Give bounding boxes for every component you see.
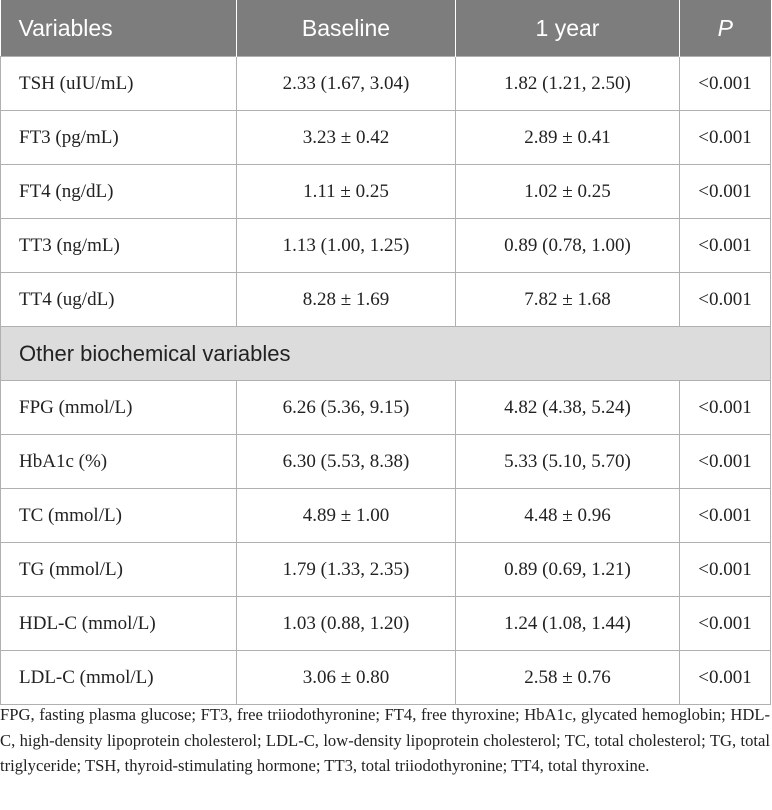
variable-cell: FT3 (pg/mL) [1,111,237,165]
p-value-cell: <0.001 [680,165,771,219]
header-one-year: 1 year [456,0,680,57]
baseline-cell: 3.06 ± 0.80 [237,651,456,705]
table-row [1,273,771,327]
variable-cell: HDL-C (mmol/L) [1,597,237,651]
baseline-cell: 4.89 ± 1.00 [237,489,456,543]
variable-cell: LDL-C (mmol/L) [1,651,237,705]
baseline-cell: 2.33 (1.67, 3.04) [237,57,456,111]
p-value-cell: <0.001 [680,381,771,435]
p-value-cell: <0.001 [680,219,771,273]
one-year-cell: 1.24 (1.08, 1.44) [456,597,680,651]
p-value-cell: <0.001 [680,57,771,111]
variable-cell: FT4 (ng/dL) [1,165,237,219]
baseline-cell: 6.30 (5.53, 8.38) [237,435,456,489]
p-value-cell: <0.001 [680,597,771,651]
p-value-cell: <0.001 [680,273,771,327]
table-row [1,219,771,273]
baseline-cell: 1.13 (1.00, 1.25) [237,219,456,273]
section-header-row [1,327,771,381]
variable-cell: TG (mmol/L) [1,543,237,597]
p-value-cell: <0.001 [680,489,771,543]
baseline-cell: 8.28 ± 1.69 [237,273,456,327]
table-footnote: FPG, fasting plasma glucose; FT3, free triiodothyronine; FT4, free thyroxine; HbA1c, glycated hemoglobin; HDL-C, high-density lipoprotein cholesterol; LDL-C, low-density lipoprotein cholesterol; TC, total cholesterol; TG, total triglyceride; TSH, thyroid-stimulating hormone; TT3, total triiodothyronine; TT4, total thyroxine. [0,705,770,775]
table-row [1,651,771,705]
table-row [1,543,771,597]
baseline-cell: 6.26 (5.36, 9.15) [237,381,456,435]
header-variables: Variables [1,0,237,57]
table-row [1,381,771,435]
table-row [1,597,771,651]
one-year-cell: 7.82 ± 1.68 [456,273,680,327]
variable-cell: TT4 (ug/dL) [1,273,237,327]
p-value-cell: <0.001 [680,435,771,489]
one-year-cell: 5.33 (5.10, 5.70) [456,435,680,489]
one-year-cell: 4.82 (4.38, 5.24) [456,381,680,435]
variable-cell: TC (mmol/L) [1,489,237,543]
baseline-cell: 1.03 (0.88, 1.20) [237,597,456,651]
variable-cell: TSH (uIU/mL) [1,57,237,111]
variable-cell: HbA1c (%) [1,435,237,489]
variable-cell: FPG (mmol/L) [1,381,237,435]
table-row [1,435,771,489]
header-p-value: P [680,0,771,57]
p-value-cell: <0.001 [680,111,771,165]
p-value-cell: <0.001 [680,543,771,597]
header-row [1,0,771,57]
one-year-cell: 1.82 (1.21, 2.50) [456,57,680,111]
one-year-cell: 0.89 (0.78, 1.00) [456,219,680,273]
baseline-cell: 1.79 (1.33, 2.35) [237,543,456,597]
p-value-cell: <0.001 [680,651,771,705]
baseline-cell: 3.23 ± 0.42 [237,111,456,165]
baseline-cell: 1.11 ± 0.25 [237,165,456,219]
one-year-cell: 1.02 ± 0.25 [456,165,680,219]
one-year-cell: 0.89 (0.69, 1.21) [456,543,680,597]
one-year-cell: 2.89 ± 0.41 [456,111,680,165]
table-row [1,111,771,165]
table-row [1,165,771,219]
table-row [1,489,771,543]
one-year-cell: 4.48 ± 0.96 [456,489,680,543]
table-row [1,57,771,111]
header-baseline: Baseline [237,0,456,57]
variable-cell: TT3 (ng/mL) [1,219,237,273]
one-year-cell: 2.58 ± 0.76 [456,651,680,705]
section-label: Other biochemical variables [1,327,771,381]
